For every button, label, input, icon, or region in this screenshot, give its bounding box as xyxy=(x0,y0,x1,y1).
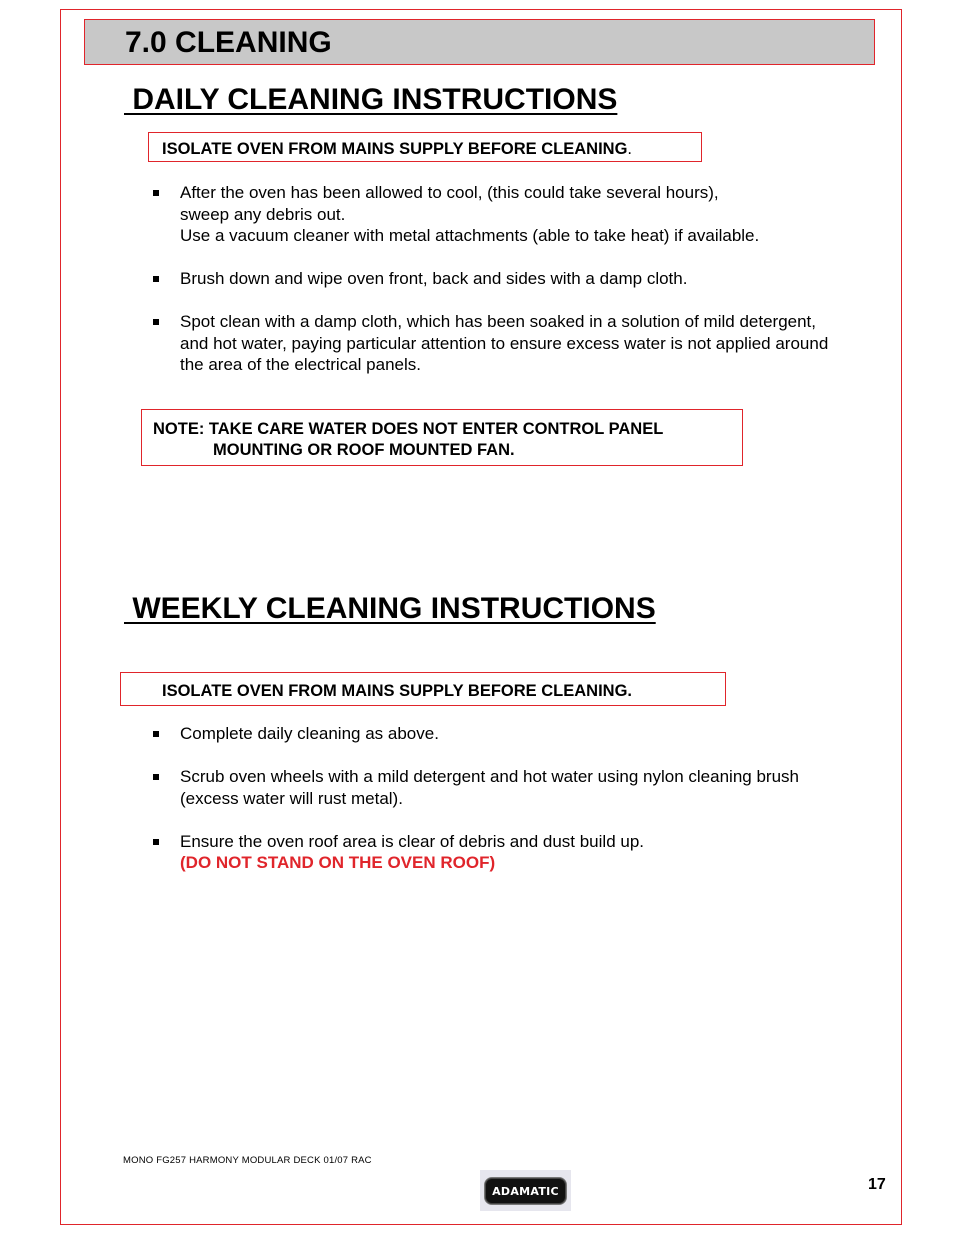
logo-badge xyxy=(484,1177,567,1205)
list-item-text: Complete daily cleaning as above. xyxy=(180,724,439,743)
list-item xyxy=(150,268,840,290)
list-item xyxy=(150,311,840,376)
weekly-isolate-warning-text: ISOLATE OVEN FROM MAINS SUPPLY BEFORE CLEANING. xyxy=(162,682,632,700)
care-note-line-1: NOTE: TAKE CARE WATER DOES NOT ENTER CONTROL PANEL xyxy=(153,420,664,438)
page-number: 17 xyxy=(868,1176,886,1193)
bullet-icon xyxy=(153,774,159,780)
list-item xyxy=(150,723,840,745)
daily-isolate-warning xyxy=(148,132,702,162)
weekly-heading: WEEKLY CLEANING INSTRUCTIONS xyxy=(124,592,656,625)
logo-text: ADAMATIC xyxy=(492,1184,559,1198)
care-note-line-2: MOUNTING OR ROOF MOUNTED FAN. xyxy=(213,441,515,459)
bullet-icon xyxy=(153,839,159,845)
section-title: 7.0 CLEANING xyxy=(125,26,332,59)
bullet-icon xyxy=(153,276,159,282)
list-item-text: Scrub oven wheels with a mild detergent and hot water using nylon cleaning brush (excess water will rust metal). xyxy=(180,767,799,808)
bullet-icon xyxy=(153,731,159,737)
list-item-line: After the oven has been allowed to cool, (this could take several hours), xyxy=(180,183,719,202)
roof-caution-text: (DO NOT STAND ON THE OVEN ROOF) xyxy=(180,853,496,872)
daily-care-note xyxy=(141,409,743,466)
bullet-icon xyxy=(153,319,159,325)
daily-heading: DAILY CLEANING INSTRUCTIONS xyxy=(124,83,618,116)
list-item-line: sweep any debris out. xyxy=(180,204,346,224)
daily-bullet-list xyxy=(150,182,840,397)
daily-isolate-warning-period: . xyxy=(627,140,633,158)
daily-isolate-warning-text: ISOLATE OVEN FROM MAINS SUPPLY BEFORE CLEANING xyxy=(162,140,628,158)
list-item-text: Ensure the oven roof area is clear of debris and dust build up. xyxy=(180,831,645,851)
list-item xyxy=(150,766,840,809)
list-item xyxy=(150,182,840,247)
list-item xyxy=(150,831,840,874)
bullet-icon xyxy=(153,190,159,196)
list-item-line: Use a vacuum cleaner with metal attachments (able to take heat) if available. xyxy=(180,226,760,245)
list-item-text: Spot clean with a damp cloth, which has been soaked in a solution of mild detergent, and hot water, paying particular attention to ensure excess water is not applied around the area of the electrical panels. xyxy=(180,312,829,374)
weekly-isolate-warning xyxy=(120,672,726,706)
adamatic-logo xyxy=(480,1170,571,1211)
footer-document-reference: MONO FG257 HARMONY MODULAR DECK 01/07 RAC xyxy=(123,1155,372,1166)
list-item-text: Brush down and wipe oven front, back and sides with a damp cloth. xyxy=(180,269,688,288)
weekly-bullet-list xyxy=(150,723,840,895)
